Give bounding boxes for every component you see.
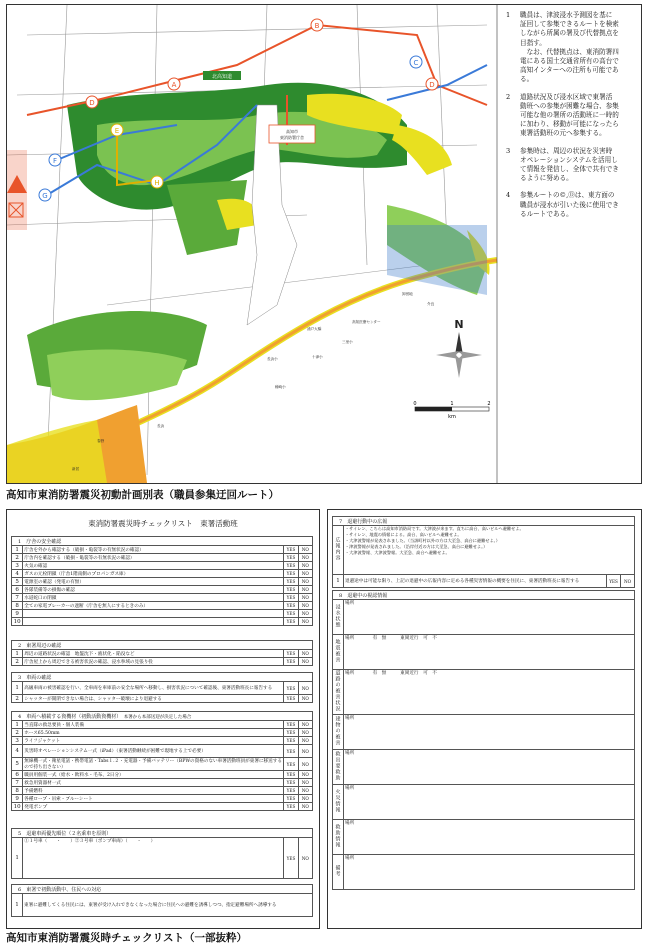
checklist-row: 1 周辺の道路状況の確認 地盤沈下・液状化・陥没など YES NO	[12, 650, 313, 658]
no-checkbox[interactable]: NO	[298, 578, 312, 586]
broadcast-line: ・サイレン、地震の情報による。高台、高いビルへ避難せよ。	[344, 532, 462, 537]
checklist-row: 4 ガスの元栓閉鎖（庁舎1階南側のプロパンガス庫） YES NO	[12, 570, 313, 578]
info-field[interactable]: 場所	[344, 750, 635, 785]
no-checkbox[interactable]: NO	[298, 554, 312, 562]
note-2	[506, 93, 642, 139]
yes-checkbox[interactable]: YES	[284, 562, 298, 570]
no-checkbox[interactable]: NO	[298, 803, 312, 811]
route-marker-a	[168, 78, 180, 90]
section-number: 1	[18, 538, 22, 545]
svg-text:C: C	[413, 59, 419, 67]
section-8-visual-info	[332, 590, 635, 890]
note-line: る。	[520, 75, 534, 84]
yes-checkbox[interactable]: YES	[284, 795, 298, 803]
svg-text:D: D	[429, 81, 435, 89]
route-marker-d-west	[86, 96, 98, 108]
section-title: 東署で初動活動中、住民への対応	[26, 886, 102, 893]
svg-text:B: B	[314, 22, 320, 30]
yes-checkbox[interactable]: YES	[284, 787, 298, 795]
note-line: 参集時は、周辺の状況を災害時	[520, 146, 613, 155]
checklist-row: 9 各種ロープ・吊索・ブルーシート YES NO	[12, 795, 313, 803]
note-line: 目指す。	[520, 38, 546, 47]
yes-checkbox[interactable]: YES	[284, 838, 298, 879]
yes-checkbox[interactable]: YES	[284, 729, 298, 737]
checklist-row: 3 ライフジャケット YES NO	[12, 737, 313, 745]
no-checkbox[interactable]: NO	[298, 758, 312, 771]
no-checkbox[interactable]: NO	[298, 695, 312, 703]
note-line: しながら所属の署及び代替拠点を	[520, 29, 619, 38]
yes-checkbox[interactable]: YES	[284, 745, 298, 758]
info-field[interactable]: 場所	[344, 820, 635, 855]
svg-text:十津小: 十津小	[312, 355, 323, 359]
no-checkbox[interactable]: NO	[298, 594, 312, 602]
no-checkbox[interactable]: NO	[621, 575, 635, 588]
info-row: 救出要救助 場所	[333, 750, 635, 785]
svg-text:G: G	[42, 192, 48, 200]
yes-checkbox[interactable]: YES	[284, 779, 298, 787]
svg-text:km: km	[448, 414, 456, 420]
section-number: 5	[18, 830, 22, 837]
note-line: 東署活動班の元へ参集する。	[520, 129, 606, 138]
yes-checkbox[interactable]: YES	[284, 695, 298, 703]
note-line: るルートである。	[520, 209, 573, 218]
info-field[interactable]: 場所	[344, 785, 635, 820]
note-4	[506, 191, 642, 219]
route-marker-e	[111, 124, 123, 136]
svg-text:高知医療センター: 高知医療センター	[352, 320, 381, 324]
yes-checkbox[interactable]: YES	[284, 578, 298, 586]
note-line: 高知インターへの注所も可能であ	[520, 66, 619, 75]
checklist-panel	[6, 509, 320, 929]
note-line: オペレーションシステムを活用し	[520, 155, 618, 164]
note-3	[506, 147, 642, 184]
checklist-row: 1 当直隊の救急要員・個人装備 YES NO	[12, 721, 313, 729]
info-row: 浸水状態 場所	[333, 600, 635, 635]
note-line: 職員が浸水が引いた後に使用でき	[520, 200, 619, 209]
route-marker-g	[39, 189, 51, 201]
svg-text:1: 1	[450, 401, 454, 407]
info-field[interactable]: 場所 有 無 東岡近行 可 不	[344, 670, 635, 715]
no-checkbox[interactable]: NO	[298, 721, 312, 729]
svg-text:2: 2	[487, 401, 491, 407]
svg-text:介良: 介良	[427, 302, 435, 306]
note-line: 証回して参集できるルートを検索	[520, 20, 619, 29]
section-note: 本署から本部送迎が決定した場合	[123, 714, 192, 720]
checklist-row: 7 水道蛇口の閉鎖 YES NO	[12, 594, 313, 602]
checklist-section-2	[11, 640, 313, 666]
checklist-section-5	[11, 828, 313, 879]
no-checkbox[interactable]: NO	[298, 562, 312, 570]
svg-text:A: A	[171, 81, 177, 89]
info-row: 救助情報 場所	[333, 820, 635, 855]
note-line: なお、代替拠点は、東消防署四	[520, 47, 619, 56]
section-number: 2	[18, 642, 22, 649]
svg-text:0: 0	[413, 401, 417, 407]
checklist-row: 2 庁舎屋上から周辺できる被害状況の確認、浸水拳域の見張り役 YES NO	[12, 658, 313, 666]
svg-text:東消防署庁舎: 東消防署庁舎	[280, 135, 304, 140]
svg-text:長浜: 長浜	[157, 424, 165, 428]
checklist-row: 10 発電ポンプ YES NO	[12, 803, 313, 811]
note-line: 動班への参集が困難な場合、参集	[520, 101, 619, 110]
no-checkbox[interactable]: NO	[298, 586, 312, 594]
note-line: に加わり、移動が可能になったら	[520, 120, 619, 129]
checklist-row: 3 火気の確認 YES NO	[12, 562, 313, 570]
section-title: 車両へ積載する資機材（初動活動資機材）	[26, 713, 119, 720]
note-number: 2	[506, 92, 511, 101]
no-checkbox[interactable]: NO	[298, 602, 312, 610]
yes-checkbox[interactable]: YES	[284, 594, 298, 602]
checklist-row: 5 無線機一式・衛星電話・携帯電話・Tabs１.２・充電器・予備バッテリー（BPWの資格のない車署活動班員が東署に移送するので持ち出さない） YES NO	[12, 758, 313, 771]
section-number: 6	[18, 886, 22, 893]
yes-checkbox[interactable]: YES	[284, 570, 298, 578]
svg-text:N: N	[454, 318, 464, 331]
note-1	[506, 11, 642, 85]
section-7-broadcast	[332, 516, 635, 588]
svg-text:D: D	[89, 99, 95, 107]
route-marker-d	[426, 78, 438, 90]
checklist-row: 10 YES NO	[12, 618, 313, 626]
info-field[interactable]: 場所	[344, 715, 635, 750]
no-checkbox[interactable]: NO	[298, 771, 312, 779]
info-row: 備考 場所	[333, 855, 635, 890]
note-line: 道路状況及び浸水区域で東署活	[520, 92, 613, 101]
no-checkbox[interactable]: NO	[298, 658, 312, 666]
no-checkbox[interactable]: NO	[298, 682, 312, 695]
note-line: 電にある国土交通省所有の高台で	[520, 57, 619, 66]
section-title: 退避中の視認情報	[347, 592, 388, 599]
checklist-row: 9 YES NO	[12, 610, 313, 618]
checklist-row: 2 シャッターが開閉できない場合は、シャッター破壊により退避する YES NO	[12, 695, 313, 703]
info-row: 建物の被害 場所	[333, 715, 635, 750]
svg-text:浦戸大橋: 浦戸大橋	[307, 327, 322, 331]
map-caption: 高知市東消防署震災初動計画別表（職員参集迂回ルート）	[6, 489, 279, 501]
yes-checkbox[interactable]: YES	[284, 586, 298, 594]
yes-checkbox[interactable]: YES	[284, 546, 298, 554]
svg-text:春野: 春野	[97, 439, 105, 443]
no-checkbox[interactable]: NO	[298, 546, 312, 554]
checklist-row: 1 ①１号車（ ・ ）②３号車（ポンプ車両）（ ・ ） YES NO	[12, 838, 313, 879]
yes-checkbox[interactable]: YES	[284, 658, 298, 666]
checklist-row: 1 庁舎を外から確認する（破損・亀裂等の有無状況の確認） YES NO	[12, 546, 313, 554]
info-row: 地震被害 場所 有 無 東岡近行 可 不	[333, 635, 635, 670]
broadcast-line: ・大津波警報、大津波警報。大至急、高台へ避難せよ。	[344, 550, 450, 555]
checklist-section-6	[11, 884, 313, 917]
checklist-row: 2 庁舎内を確認する（破損・亀裂等の有無状況の確認） YES NO	[12, 554, 313, 562]
svg-text:F: F	[52, 157, 58, 165]
section-number: 7	[339, 518, 343, 525]
checklist-row: 2 ホース65.50mm YES NO	[12, 729, 313, 737]
checklist-row: 5 電源室の確認（発電の有無） YES NO	[12, 578, 313, 586]
svg-text:卸団地: 卸団地	[402, 292, 413, 296]
broadcast-line: ・大津波警報が発表されました。（当該町村以外の方は大至急、高台に避難せよ。）	[344, 538, 500, 543]
no-checkbox[interactable]: NO	[298, 745, 312, 758]
route-marker-f	[49, 154, 61, 166]
checklist-row: 1 退避途中は可能な限り、上記の退避中の広報内容に定める各種災害情報の概要を住民に、東署活動班長に報告する YES NO	[333, 575, 635, 588]
yes-checkbox[interactable]: YES	[284, 721, 298, 729]
no-checkbox[interactable]: NO	[298, 838, 312, 879]
info-field[interactable]: 場所	[344, 855, 635, 890]
svg-text:三里小: 三里小	[342, 340, 353, 344]
yes-checkbox[interactable]: YES	[607, 575, 621, 588]
yes-checkbox[interactable]: YES	[284, 554, 298, 562]
section-number: 3	[18, 674, 22, 681]
no-checkbox[interactable]: NO	[298, 729, 312, 737]
info-field[interactable]: 場所 有 無 東岡近行 可 不	[344, 635, 635, 670]
route-marker-b	[311, 19, 323, 31]
checklist-row: 1 東署に避難してくる住民には、東署が受け入れできなくなった場合に住民への避難を誘導しつつ、指定避難場所へ誘導する	[12, 894, 313, 917]
yes-checkbox[interactable]: YES	[284, 803, 298, 811]
section-number: 4	[18, 713, 22, 720]
no-checkbox[interactable]: NO	[298, 618, 312, 626]
yes-checkbox[interactable]: YES	[284, 758, 298, 771]
note-line: 可能な他の署所の活動班に一時的	[520, 111, 619, 120]
checklist-row: 1 高級車両の被害確認を行い、全車両を車庫前の安全な場所へ移動し、損害状況について確認後、東署活動班長に報告する YES NO	[12, 682, 313, 695]
section-title: 退避車両優先順位（２名乗車を原則）	[26, 830, 112, 837]
checklist-section-1	[11, 536, 313, 626]
info-row: 火災情報 場所	[333, 785, 635, 820]
note-number: 3	[506, 146, 511, 155]
checklist-row: 7 救急用資器材一式 YES NO	[12, 779, 313, 787]
svg-text:長浜小: 長浜小	[267, 357, 278, 361]
notes-panel	[506, 11, 642, 227]
no-checkbox[interactable]: NO	[298, 795, 312, 803]
checklist-row: 6 職員用個装一式（給水・飲料水・毛布、2日分） YES NO	[12, 771, 313, 779]
section-title: 車両の確認	[26, 674, 52, 681]
yes-checkbox[interactable]: YES	[284, 650, 298, 658]
note-line: るように努める。	[520, 174, 573, 183]
yes-checkbox[interactable]: YES	[284, 602, 298, 610]
broadcast-line: ・津波警報が発表されました。（沿岸付近の方は大至急、高台に避難せよ。）	[344, 544, 488, 549]
yes-checkbox[interactable]: YES	[284, 737, 298, 745]
yes-checkbox[interactable]: YES	[284, 771, 298, 779]
no-checkbox[interactable]: NO	[298, 737, 312, 745]
note-number: 4	[506, 191, 511, 200]
no-checkbox[interactable]: NO	[298, 610, 312, 618]
info-field[interactable]: 場所	[344, 600, 635, 635]
route-marker-h	[151, 176, 163, 188]
svg-text:H: H	[154, 179, 160, 187]
svg-text:新居: 新居	[72, 467, 80, 471]
broadcast-label: 広報内容	[334, 537, 341, 561]
visual-info-panel	[327, 509, 642, 929]
svg-text:高知市: 高知市	[286, 129, 298, 134]
checklist-section-3	[11, 672, 313, 703]
note-line: て情報を発信し、全体で共有でき	[520, 165, 619, 174]
road-label: 北高知道	[211, 74, 233, 80]
checklist-row: 8 予備燃料 YES NO	[12, 787, 313, 795]
section-title: 東署周辺の確認	[26, 642, 62, 649]
note-line: 職員は、津波浸水予測図を基に	[520, 11, 613, 19]
no-checkbox[interactable]: NO	[298, 650, 312, 658]
svg-text:E: E	[114, 127, 120, 135]
route-marker-c	[410, 56, 422, 68]
section-title: 庁舎の安全確認	[26, 538, 62, 545]
broadcast-line: ・サイレン、こちらは高知市消防局です。大津波が来ます。直ちに高台、高いビルへ避難せよ。	[344, 526, 524, 531]
checklist-row: 6 各隊装備等の損傷の確認 YES NO	[12, 586, 313, 594]
no-checkbox[interactable]: NO	[298, 779, 312, 787]
checklist-row: 4 災害時オペレーションシステム一式（iPad）（東署活動継続が困難で現地する上で必要） YES NO	[12, 745, 313, 758]
checklist-caption: 高知市東消防署震災時チェックリスト（一部抜粋）	[6, 932, 247, 944]
evacuation-route-map	[6, 4, 642, 484]
note-number: 1	[506, 11, 511, 19]
checklist-section-4	[11, 711, 313, 811]
checklist-title: 東消防署震災時チェックリスト 東署活動班	[88, 519, 238, 528]
svg-text:種崎小: 種崎小	[275, 385, 286, 389]
info-row: 道路の被害状況 場所 有 無 東岡近行 可 不	[333, 670, 635, 715]
yes-checkbox[interactable]: YES	[284, 682, 298, 695]
no-checkbox[interactable]: NO	[298, 570, 312, 578]
section-title: 退避行動中の広報	[347, 518, 388, 525]
yes-checkbox[interactable]: YES	[284, 618, 298, 626]
checklist-row: 8 全ての家電ブレーカーの遮断（庁舎を無人にするときのみ） YES NO	[12, 602, 313, 610]
note-line: 参集ルートの©,Ⓓは、東方面の	[520, 191, 615, 200]
no-checkbox[interactable]: NO	[298, 787, 312, 795]
yes-checkbox[interactable]: YES	[284, 610, 298, 618]
section-number: 8	[339, 592, 343, 599]
